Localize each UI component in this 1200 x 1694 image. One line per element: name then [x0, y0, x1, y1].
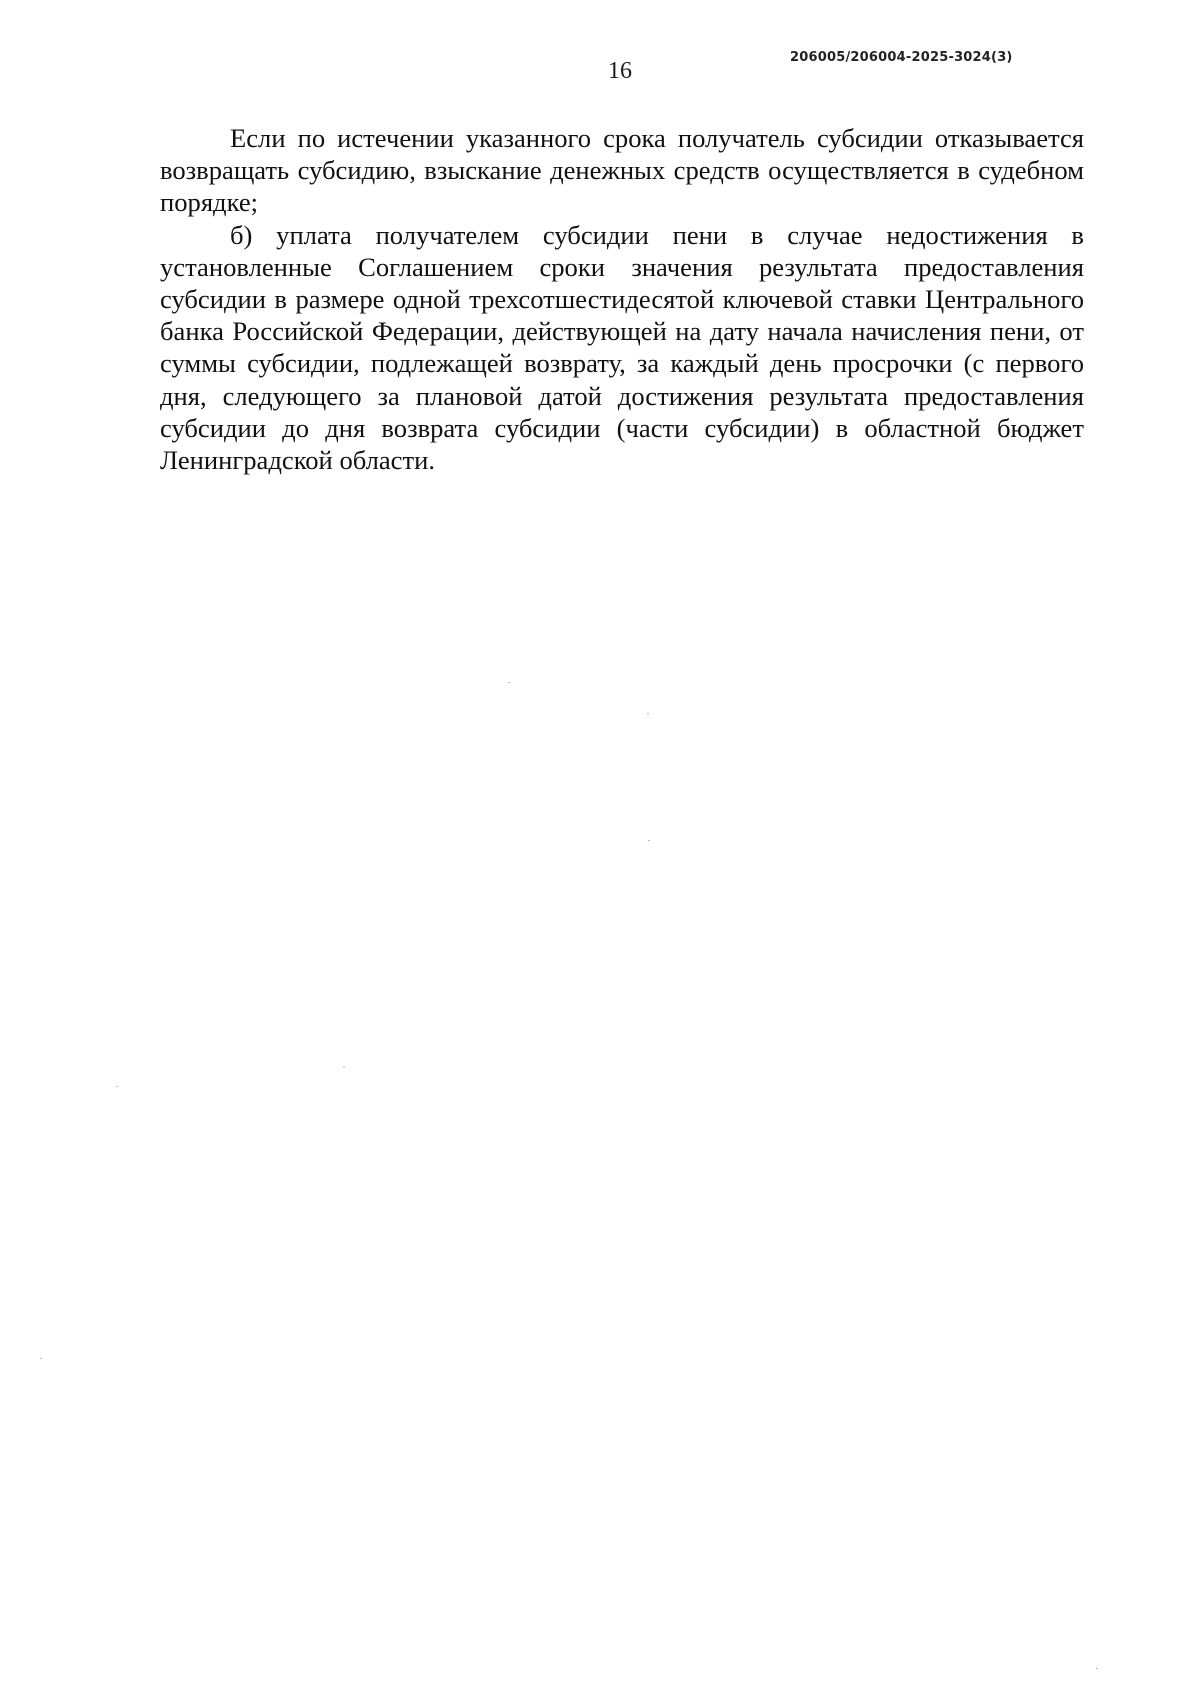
page-number: 16 — [608, 58, 632, 84]
paragraph-refusal-recovery: Если по истечении указанного срока получатель субсидии отказывается возвращать субсидию, взыскание денежных средств осуществляется в судебном порядке; — [160, 123, 1084, 218]
document-body — [160, 122, 1084, 476]
scan-speck — [648, 840, 650, 841]
scan-speck — [116, 1086, 118, 1087]
scan-speck — [343, 1067, 345, 1068]
scan-speck — [1096, 1668, 1098, 1669]
scan-speck — [647, 713, 649, 714]
paragraph-penalty: б) уплата получателем субсидии пени в случае недостижения в установленные Соглашением сроки значения результата предоставления субсидии в размере одной трехсотшестидесятой ключевой ставки Центрального банка Российской Федерации, действующей на дату начала начисления пени, от суммы субсидии, подлежащей возврату, за каждый день просрочки (с первого дня, следующего за плановой датой достижения результата предоставления субсидии до дня возврата субсидии (части субсидии) в областной бюджет Ленинградской области. — [160, 219, 1084, 476]
scan-speck — [508, 682, 510, 683]
document-id: 206005/206004-2025-3024(3) — [790, 50, 1013, 65]
scan-speck — [40, 1358, 42, 1359]
